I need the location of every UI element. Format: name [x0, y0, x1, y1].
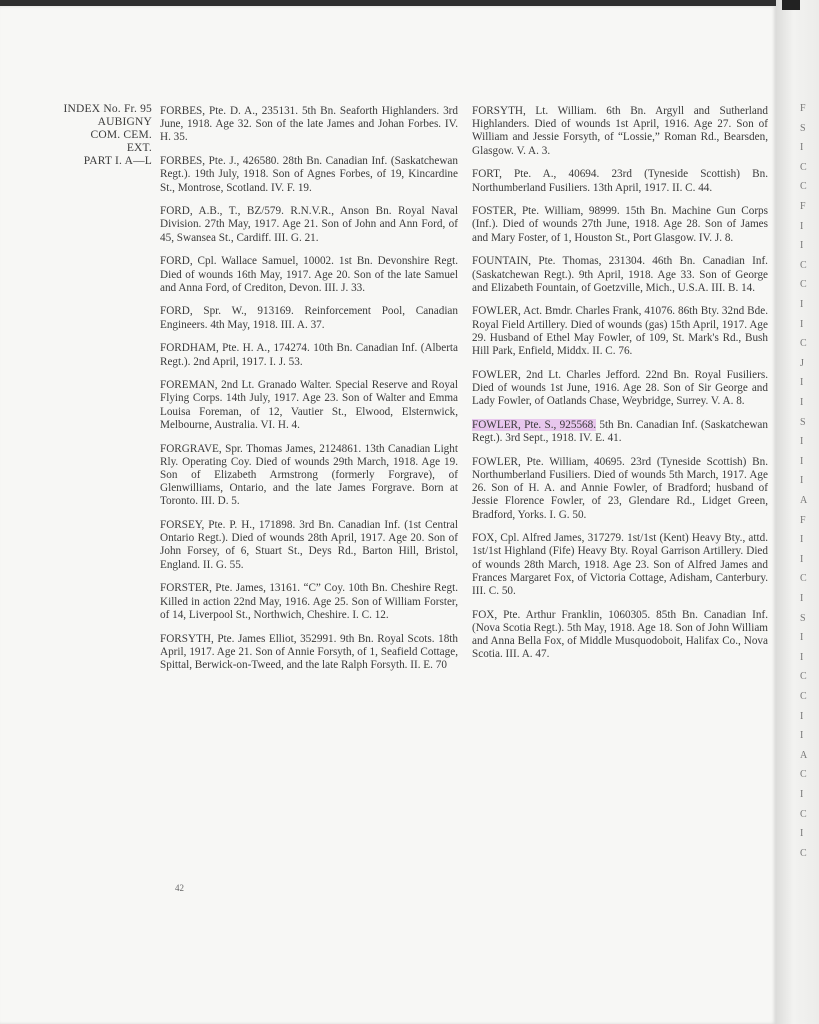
entry-name: FORBES, Pte. D. A.,: [160, 105, 258, 117]
facing-page-fragment: I: [800, 142, 804, 154]
entry-details: 6th Bn. Argyll and Sutherland Highlanders. Died of wounds 1st April, 1916. Age 27. Son of William and Jessie Forsyth, of “Lossie,” Roman Rd., Bearsden, Glasgow. V. A. 3.: [472, 105, 768, 157]
index-entry: [472, 255, 768, 295]
index-margin-heading: [18, 103, 152, 168]
index-entry: [472, 105, 768, 158]
entry-name: FOREMAN, 2nd Lt. Granado Walter.: [160, 379, 332, 392]
facing-page-fragment: I: [800, 651, 804, 663]
facing-page-fragment: I: [800, 377, 804, 389]
entry-details: 2124861. 13th Canadian Light Rly. Operating Coy. Died of wounds 29th March, 1918. Age 19. Son of Elizabeth Armstrong (formerly Forgrave), of Glenwilliams, Ontario, and the late James Forgrave. Born at Toronto. III. D. 5.: [160, 442, 458, 508]
cemetery-name-line1: AUBIGNY: [97, 116, 152, 128]
facing-page-fragment: C: [800, 769, 807, 781]
entry-name: FORSYTH, Lt. William.: [472, 105, 597, 117]
index-entry: [472, 532, 768, 598]
entry-details: 913169. Reinforcement Pool, Canadian Engineers. 4th May, 1918. III. A. 37.: [160, 305, 458, 331]
facing-page-fragment: C: [800, 691, 807, 702]
index-entry: [472, 609, 768, 662]
index-entry: [160, 105, 458, 145]
facing-page-fragment: I: [800, 730, 804, 742]
facing-page-fragment: C: [800, 181, 807, 193]
facing-page-fragment: I: [800, 318, 804, 330]
entry-name: FORD, Spr. W.,: [160, 305, 247, 318]
entry-name: FOWLER, 2nd Lt. Charles Jefford.: [472, 368, 641, 381]
entry-name: FORD, Cpl. Wallace Samuel,: [160, 255, 299, 268]
entry-details: 40694. 23rd (Tyneside Scottish) Bn. Northumberland Fusiliers. 13th April, 1917. II. C. 44.: [472, 168, 768, 194]
entry-name: FORBES, Pte. J.,: [160, 155, 240, 168]
entry-name: FORT, Pte. A.,: [472, 168, 557, 181]
facing-page-fragment: I: [800, 553, 804, 565]
entry-name: FOX, Cpl. Alfred James,: [472, 532, 585, 545]
entry-details: 231304. 46th Bn. Canadian Inf. (Saskatchewan Regt.). 9th April, 1918. Age 33. Son of George and Elizabeth Fountain, of Goetzville, Mich., U.S.A. III. B. 14.: [472, 255, 768, 294]
entry-details: 13161. “C” Coy. 10th Bn. Cheshire Regt. Killed in action 22nd May, 1916. Age 25. Son of William Forster, of 14, Liverpool St., Northwich, Cheshire. I. C. 12.: [160, 582, 458, 621]
entry-details: 98999. 15th Bn. Machine Gun Corps (Inf.). Died of wounds 27th June, 1918. Age 28. Son of James and Mary Foster, of 1, Houston St., Port Glasgow. IV. J. 8.: [472, 205, 768, 244]
index-entry: [472, 168, 768, 194]
part-range: PART I. A—L: [83, 155, 152, 167]
facing-page-fragment: I: [800, 436, 804, 448]
entry-name: FOWLER, Act. Bmdr. Charles Frank,: [472, 305, 642, 318]
facing-page-fragment: C: [800, 279, 807, 291]
facing-page-fragment: F: [800, 103, 806, 114]
facing-page-fragment: F: [800, 201, 806, 212]
facing-page-edge: [776, 0, 819, 1024]
entry-name: FOWLER, Pte. S., 925568.: [472, 418, 597, 431]
scan-corner-mark: [782, 0, 800, 10]
index-entry: [472, 369, 768, 409]
facing-page-fragment: I: [800, 475, 804, 487]
facing-page-fragment: I: [800, 455, 804, 467]
facing-page-fragment: I: [800, 240, 804, 252]
index-entry-highlighted: [472, 419, 768, 445]
index-entry: [160, 305, 458, 331]
page-number: 42: [175, 883, 184, 893]
entry-details: 10002. 1st Bn. Devonshire Regt. Died of wounds 16th May, 1917. Age 20. Son of the late Samuel and Anna Ford, of Crediton, Devon. III. J. 33.: [160, 255, 458, 294]
index-entry: [160, 342, 458, 368]
entry-details: 426580. 28th Bn. Canadian Inf. (Saskatchewan Regt.). 19th July, 1918. Son of Agnes Forbes, of 19, Kincardine St., Montrose, Scotland. IV. F. 19.: [160, 155, 458, 194]
index-entry: [472, 456, 768, 522]
facing-page-fragment: I: [800, 299, 804, 310]
facing-page-fragment: I: [800, 593, 804, 604]
entry-details: 5th Bn. Canadian Inf. (Saskatchewan Regt.). 3rd Sept., 1918. IV. E. 41.: [472, 418, 768, 445]
facing-page-fragment: A: [800, 749, 808, 761]
index-entry: [160, 255, 458, 295]
facing-page-fragment: I: [800, 789, 804, 800]
entry-details: 352991. 9th Bn. Royal Scots. 18th April, 1917. Age 21. Son of Annie Forsyth, of 1, Seafield Cottage, Spittal, Berwick-on-Tweed, and the late Ralph Forsyth. II. E. 70: [160, 632, 458, 671]
entry-details: 235131. 5th Bn. Seaforth Highlanders. 3rd June, 1918. Age 32. Son of the late James and Johan Forbes. IV. H. 35.: [160, 105, 458, 144]
entry-details: 41076. 86th Bty. 32nd Bde. Royal Field Artillery. Died of wounds (gas) 15th April, 1917. Age 29. Husband of Ethel May Fowler, of 109, St. Mark's Rd., Bush Hill Park, Enfield, Middx. II. C. 76.: [472, 305, 768, 358]
facing-page-fragment: C: [800, 671, 807, 683]
facing-page-fragment: C: [800, 573, 807, 585]
facing-page-fragment: C: [800, 161, 807, 173]
facing-page-fragment: S: [800, 122, 806, 134]
entry-details: Special Reserve and Royal Flying Corps. 14th July, 1917. Age 23. Son of Walter and Emma Louisa Foreman, of 12, Vautier St., Elwood, Elsternwick, Melbourne, Australia. VI. H. 4.: [160, 379, 458, 431]
facing-page-fragment: C: [800, 338, 807, 350]
index-entry: [160, 582, 458, 622]
entry-details: 1060305. 85th Bn. Canadian Inf. (Nova Scotia Regt.). 5th May, 1918. Age 18. Son of John William and Anna Bella Fox, of Middle Musquodoboit, Halifax Co., Nova Scotia. III. A. 47.: [472, 608, 768, 661]
index-entry: [160, 155, 458, 195]
facing-page-fragment: A: [800, 495, 808, 506]
index-number: INDEX No. Fr. 95: [63, 103, 152, 115]
entry-details: BZ/579. R.N.V.R., Anson Bn. Royal Naval Division. 27th May, 1917. Age 21. Son of John and Ann Ford, of 45, Swansea St., Cardiff. III. G. 21.: [160, 205, 458, 244]
entry-details: 40695. 23rd (Tyneside Scottish) Bn. Northumberland Fusiliers. Died of wounds 5th March, 1917. Age 26. Son of H. A. and Annie Fowler, of Bradford; husband of Jessie Florence Fowler, of 23, Glendare Rd., Lidget Green, Bradford, Yorks. I. G. 50.: [472, 455, 769, 521]
document-page: [0, 6, 776, 1024]
entry-name: FORD, A.B., T.,: [160, 205, 241, 218]
entry-name: FOWLER, Pte. William,: [472, 455, 589, 468]
facing-page-fragment: C: [800, 259, 807, 271]
facing-page-fragment: I: [800, 710, 804, 722]
facing-page-fragment: C: [800, 847, 807, 859]
index-entry: [472, 305, 768, 358]
facing-page-fragment: I: [800, 534, 804, 546]
entry-details: 171898. 3rd Bn. Canadian Inf. (1st Central Ontario Regt.). Died of wounds 28th April, 1917. Age 20. Son of John Forsey, of 6, Stuart St., Deys Rd., Barton Hill, Bristol, England. II. G. 55.: [160, 519, 458, 571]
index-entry: [160, 443, 458, 509]
entry-details: 317279. 1st/1st (Kent) Heavy Bty., attd. 1st/1st Highland (Fife) Heavy Bty. Royal Garrison Artillery. Died of wounds 28th March, 1918. Age 23. Son of Alfred James and Frances Margaret Fox, of Victoria Cottage, Adisham, Canterbury. III. C. 50.: [472, 532, 769, 598]
cemetery-name-line2: COM. CEM.: [90, 129, 152, 141]
index-entry: [160, 633, 458, 673]
entry-name: FORDHAM, Pte. H. A.,: [160, 342, 271, 355]
facing-page-fragment: I: [800, 397, 804, 408]
index-entry: [472, 205, 768, 245]
entry-name: FOX, Pte. Arthur Franklin,: [472, 608, 603, 621]
entry-name: FORSTER, Pte. James,: [160, 582, 266, 595]
facing-page-fragment: J: [800, 357, 804, 369]
index-entry: [160, 519, 458, 572]
facing-page-fragment: I: [800, 220, 804, 232]
facing-page-fragment: I: [800, 828, 804, 840]
index-entry: [160, 205, 458, 245]
entry-name: FOSTER, Pte. William,: [472, 205, 584, 218]
entry-name: FORSEY, Pte. P. H.,: [160, 519, 255, 532]
entry-name: FORSYTH, Pte. James Elliot,: [160, 632, 297, 645]
facing-page-fragment: S: [800, 416, 806, 428]
entry-details: 174274. 10th Bn. Canadian Inf. (Alberta Regt.). 2nd April, 1917. I. J. 53.: [160, 342, 458, 368]
facing-page-fragment: F: [800, 514, 806, 526]
entry-details: 22nd Bn. Royal Fusiliers. Died of wounds 1st June, 1916. Age 28. Son of Sir George and Lady Fowler, of Oatlands Chase, Weybridge, Surrey. V. A. 8.: [472, 368, 768, 408]
index-entry: [160, 379, 458, 432]
entry-name: FORGRAVE, Spr. Thomas James,: [160, 442, 316, 455]
facing-page-fragment: I: [800, 632, 804, 644]
facing-page-fragment: S: [800, 612, 806, 624]
entry-name: FOUNTAIN, Pte. Thomas,: [472, 255, 602, 268]
facing-page-fragment: C: [800, 808, 807, 820]
right-column: [472, 105, 768, 672]
left-column: [160, 105, 458, 683]
cemetery-name-line3: EXT.: [126, 142, 152, 154]
